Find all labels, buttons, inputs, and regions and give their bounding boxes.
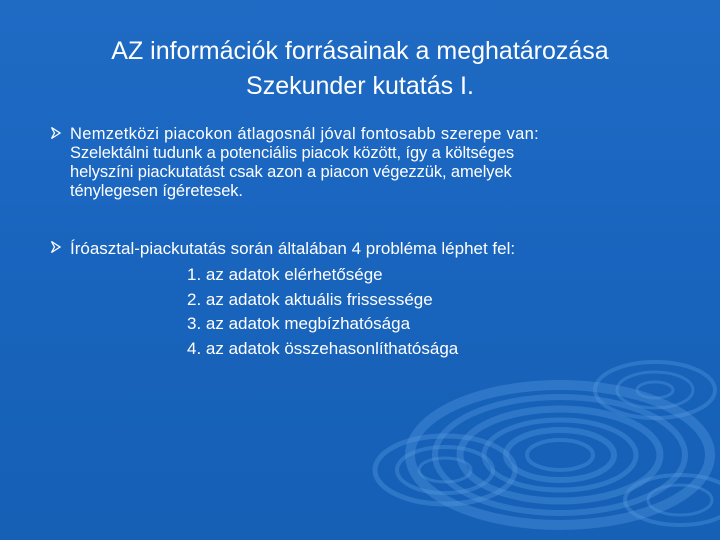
list-item: 3. az adatok megbízhatósága xyxy=(187,314,411,333)
bullet-line: Nemzetközi piacokon átlagosnál jóval fontosabb szerepe van: xyxy=(70,125,539,143)
list-item: 1. az adatok elérhetősége xyxy=(187,265,383,284)
arrow-bullet-icon xyxy=(50,240,62,254)
arrow-bullet-icon xyxy=(50,126,62,140)
list-item: 2. az adatok aktuális frissessége xyxy=(187,289,433,309)
problem-list xyxy=(70,263,680,361)
bullet-intro: Íróasztal-piackutatás során általában 4 probléma léphet fel: xyxy=(70,239,516,258)
bullet-item xyxy=(50,239,680,361)
bullet-item xyxy=(50,125,680,201)
title-line-2: Szekunder kutatás I. xyxy=(246,72,474,100)
slide-title xyxy=(40,34,680,104)
bullet-line: helyszíni piackutatást csak azon a piacon végezzük, amelyek xyxy=(70,163,512,181)
bullet-text xyxy=(70,239,680,361)
list-item: 4. az adatok összehasonlíthatósága xyxy=(187,338,459,358)
title-line-1: AZ információk forrásainak a meghatározása xyxy=(111,37,609,65)
bullet-line: ténylegesen ígéretesek. xyxy=(70,182,243,200)
bullet-line: Szelektálni tudunk a potenciális piacok között, így a költséges xyxy=(70,144,515,162)
bullet-text xyxy=(70,125,680,201)
